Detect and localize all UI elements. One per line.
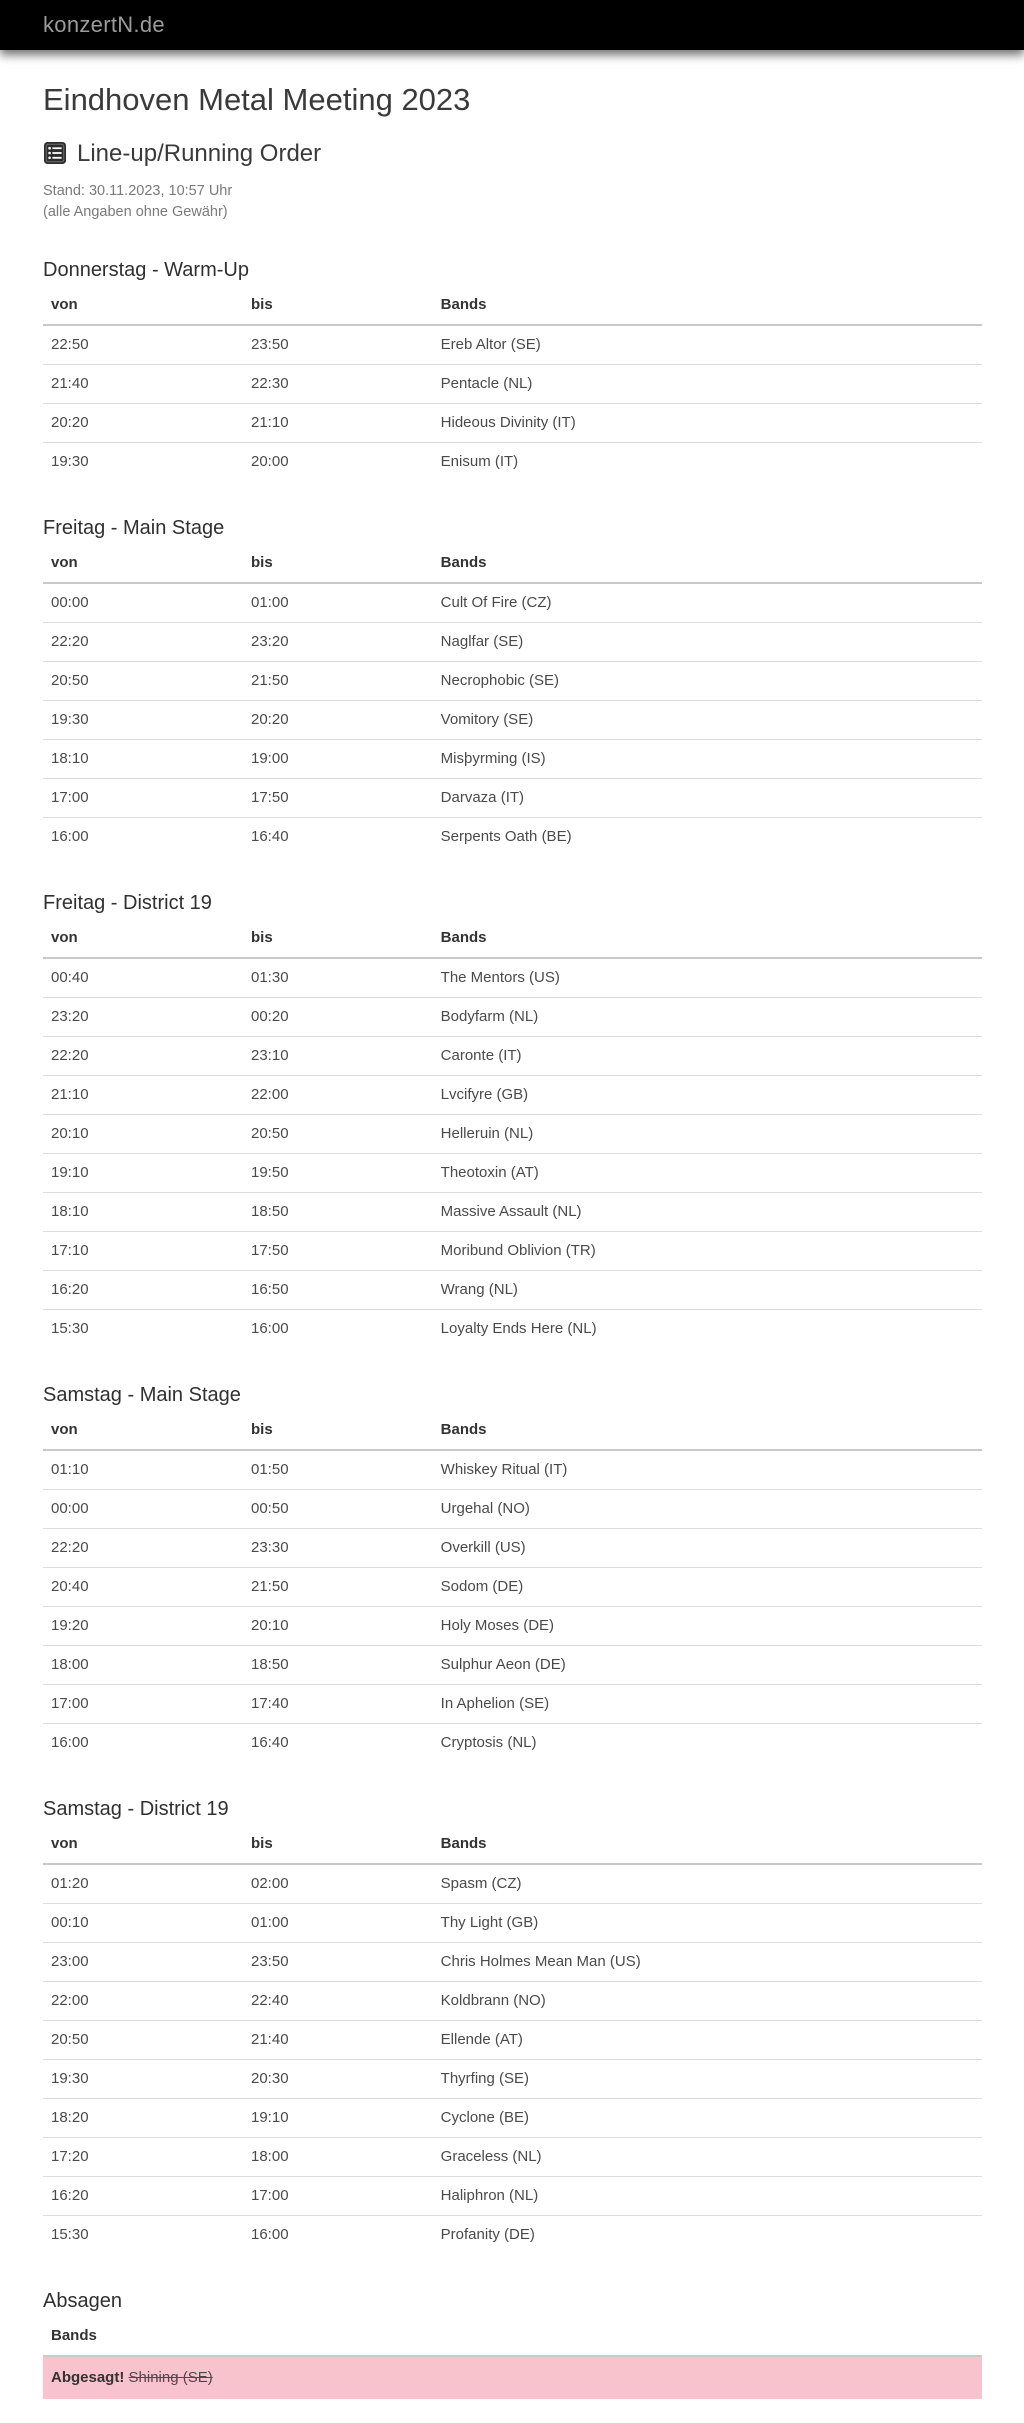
time-from-cell: 20:20 <box>43 404 243 443</box>
time-from-cell: 00:00 <box>43 1490 243 1529</box>
column-header-bands: Bands <box>433 919 982 958</box>
band-cell: Profanity (DE) <box>433 2216 982 2255</box>
band-cell: Hideous Divinity (IT) <box>433 404 982 443</box>
time-from-cell: 18:20 <box>43 2099 243 2138</box>
time-from-cell: 19:30 <box>43 2060 243 2099</box>
schedule-heading: Samstag - District 19 <box>43 1798 229 1821</box>
band-cell: Spasm (CZ) <box>440 1875 522 1893</box>
column-header-bands: Bands <box>433 544 982 583</box>
list-journal-icon <box>43 141 67 165</box>
time-to-cell: 19:10 <box>243 2099 433 2138</box>
time-to-cell: 16:00 <box>243 1310 433 1349</box>
cancellations-section <box>43 2289 982 2399</box>
time-from-cell: 23:20 <box>43 998 243 1037</box>
band-cell: Naglfar (SE) <box>433 623 982 662</box>
schedule-row <box>43 623 982 662</box>
column-header-von: von <box>43 286 243 325</box>
band-cell: Serpents Oath (BE) <box>433 818 982 857</box>
schedule-row <box>43 2021 982 2060</box>
band-cell: Cryptosis (NL) <box>433 1724 982 1763</box>
time-to-cell: 01:50 <box>251 1461 289 1479</box>
schedule-section <box>43 891 982 1348</box>
schedule-row <box>43 958 982 998</box>
schedule-row <box>43 1685 982 1724</box>
page-title: Eindhoven Metal Meeting 2023 <box>43 82 471 117</box>
column-header-von: von <box>43 544 243 583</box>
band-cell: Caronte (IT) <box>433 1037 982 1076</box>
band-cell: Sulphur Aeon (DE) <box>433 1646 982 1685</box>
time-to-cell: 23:50 <box>243 1943 433 1982</box>
time-to-cell: 22:00 <box>243 1076 433 1115</box>
schedule-table <box>43 544 982 856</box>
column-header-bands: Bands <box>433 1411 982 1450</box>
time-from-cell: 00:40 <box>51 969 89 987</box>
schedule-row <box>43 1310 982 1349</box>
time-from-cell: 17:20 <box>43 2138 243 2177</box>
schedule-row <box>43 1154 982 1193</box>
schedule-header-row <box>43 544 982 583</box>
band-cell: Pentacle (NL) <box>433 365 982 404</box>
band-cell: Chris Holmes Mean Man (US) <box>433 1943 982 1982</box>
time-to-cell: 23:50 <box>251 336 289 354</box>
schedule-row <box>43 1271 982 1310</box>
time-from-cell: 00:10 <box>43 1904 243 1943</box>
schedule-row <box>43 2216 982 2255</box>
cancellations-heading: Absagen <box>43 2290 122 2313</box>
column-header-von: von <box>43 1411 243 1450</box>
column-header-bis: bis <box>243 1825 433 1864</box>
schedule-row <box>43 1232 982 1271</box>
cancellations-header-row <box>43 2317 982 2356</box>
stand-info: Stand: 30.11.2023, 10:57 Uhr <box>43 183 233 200</box>
band-cell: Haliphron (NL) <box>433 2177 982 2216</box>
time-to-cell: 21:50 <box>243 662 433 701</box>
time-from-cell: 22:20 <box>43 1037 243 1076</box>
time-to-cell: 20:20 <box>243 701 433 740</box>
schedule-table <box>43 286 982 481</box>
site-header <box>0 0 1024 50</box>
schedule-header-row <box>43 1411 982 1450</box>
column-header-von: von <box>43 1825 243 1864</box>
schedule-heading: Freitag - District 19 <box>43 892 212 915</box>
time-from-cell: 15:30 <box>43 1310 243 1349</box>
schedule-header-row <box>43 286 982 325</box>
schedule-row <box>43 1904 982 1943</box>
band-cell: Overkill (US) <box>433 1529 982 1568</box>
time-from-cell: 20:10 <box>43 1115 243 1154</box>
schedule-header-row <box>43 919 982 958</box>
time-from-cell: 18:10 <box>43 1193 243 1232</box>
time-from-cell: 16:20 <box>43 1271 243 1310</box>
time-from-cell: 22:00 <box>43 1982 243 2021</box>
schedule-row <box>43 662 982 701</box>
band-cell: Sodom (DE) <box>433 1568 982 1607</box>
schedule-row <box>43 1490 982 1529</box>
schedule-row <box>43 818 982 857</box>
lineup-heading <box>43 140 982 168</box>
schedule-header-row <box>43 1825 982 1864</box>
schedule-row <box>43 1607 982 1646</box>
time-from-cell: 18:10 <box>43 740 243 779</box>
time-to-cell: 21:40 <box>243 2021 433 2060</box>
schedule-row <box>43 2099 982 2138</box>
column-header-bands: Bands <box>43 2317 982 2356</box>
column-header-bands: Bands <box>433 1825 982 1864</box>
time-from-cell: 15:30 <box>43 2216 243 2255</box>
time-from-cell: 18:00 <box>43 1646 243 1685</box>
brand-link[interactable]: konzertN.de <box>43 12 165 37</box>
schedule-row <box>43 583 982 623</box>
schedule-row <box>43 404 982 443</box>
time-to-cell: 21:10 <box>243 404 433 443</box>
time-from-cell: 22:20 <box>43 623 243 662</box>
time-to-cell: 17:00 <box>243 2177 433 2216</box>
schedule-row <box>43 2177 982 2216</box>
band-cell: Loyalty Ends Here (NL) <box>433 1310 982 1349</box>
time-from-cell: 16:20 <box>43 2177 243 2216</box>
band-cell: Vomitory (SE) <box>433 701 982 740</box>
time-to-cell: 18:50 <box>243 1646 433 1685</box>
schedules <box>43 258 982 2254</box>
time-from-cell: 16:00 <box>43 1724 243 1763</box>
band-cell: The Mentors (US) <box>440 969 560 987</box>
time-to-cell: 01:00 <box>251 594 289 612</box>
time-to-cell: 20:50 <box>243 1115 433 1154</box>
column-header-bis: bis <box>243 1411 433 1450</box>
schedule-row <box>43 1646 982 1685</box>
time-to-cell: 17:50 <box>243 779 433 818</box>
time-to-cell: 20:30 <box>243 2060 433 2099</box>
schedule-heading: Freitag - Main Stage <box>43 517 225 540</box>
schedule-section <box>43 1383 982 1762</box>
schedule-row <box>43 1529 982 1568</box>
cancellations-table <box>43 2317 982 2399</box>
band-cell: Necrophobic (SE) <box>433 662 982 701</box>
band-cell: Darvaza (IT) <box>433 779 982 818</box>
schedule-row <box>43 365 982 404</box>
schedule-row <box>43 779 982 818</box>
time-from-cell: 20:50 <box>43 662 243 701</box>
time-to-cell: 23:20 <box>243 623 433 662</box>
time-from-cell: 21:10 <box>43 1076 243 1115</box>
time-from-cell: 22:20 <box>43 1529 243 1568</box>
time-to-cell: 20:10 <box>243 1607 433 1646</box>
band-cell: Ellende (AT) <box>433 2021 982 2060</box>
time-to-cell: 23:30 <box>243 1529 433 1568</box>
schedule-table <box>43 919 982 1348</box>
time-from-cell: 19:20 <box>43 1607 243 1646</box>
time-from-cell: 00:00 <box>51 594 89 612</box>
schedule-row <box>43 1982 982 2021</box>
time-to-cell: 00:20 <box>243 998 433 1037</box>
schedule-row <box>43 1193 982 1232</box>
schedule-row <box>43 998 982 1037</box>
schedule-row <box>43 1115 982 1154</box>
time-to-cell: 21:50 <box>243 1568 433 1607</box>
lineup-heading-label: Line-up/Running Order <box>77 139 322 167</box>
schedule-row <box>43 1450 982 1490</box>
time-from-cell: 20:50 <box>43 2021 243 2060</box>
time-to-cell: 02:00 <box>251 1875 289 1893</box>
schedule-row <box>43 443 982 482</box>
column-header-bands: Bands <box>433 286 982 325</box>
time-to-cell: 01:30 <box>251 969 289 987</box>
band-cell: Moribund Oblivion (TR) <box>433 1232 982 1271</box>
column-header-bis: bis <box>243 544 433 583</box>
main-content <box>0 82 1024 2423</box>
band-cell: Cult Of Fire (CZ) <box>440 594 552 612</box>
schedule-section <box>43 516 982 856</box>
time-to-cell: 20:00 <box>243 443 433 482</box>
band-cell: Theotoxin (AT) <box>433 1154 982 1193</box>
schedule-row <box>43 1724 982 1763</box>
time-to-cell: 19:50 <box>243 1154 433 1193</box>
schedule-row <box>43 1943 982 1982</box>
band-cell: Bodyfarm (NL) <box>433 998 982 1037</box>
schedule-row <box>43 2060 982 2099</box>
time-to-cell: 18:50 <box>243 1193 433 1232</box>
time-to-cell: 01:00 <box>243 1904 433 1943</box>
band-cell: In Aphelion (SE) <box>433 1685 982 1724</box>
column-header-bis: bis <box>243 919 433 958</box>
time-from-cell: 16:00 <box>43 818 243 857</box>
schedule-section <box>43 258 982 481</box>
time-from-cell: 17:00 <box>43 1685 243 1724</box>
time-from-cell: 19:10 <box>43 1154 243 1193</box>
column-header-bis: bis <box>243 286 433 325</box>
time-to-cell: 16:50 <box>243 1271 433 1310</box>
band-cell: Koldbrann (NO) <box>433 1982 982 2021</box>
band-cell: Urgehal (NO) <box>433 1490 982 1529</box>
time-from-cell: 01:20 <box>51 1875 89 1893</box>
band-cell: Graceless (NL) <box>433 2138 982 2177</box>
time-from-cell: 01:10 <box>51 1461 89 1479</box>
band-cell: Wrang (NL) <box>433 1271 982 1310</box>
band-cell: Enisum (IT) <box>433 443 982 482</box>
time-from-cell: 19:30 <box>43 701 243 740</box>
schedule-row <box>43 325 982 365</box>
time-to-cell: 16:00 <box>243 2216 433 2255</box>
time-to-cell: 23:10 <box>243 1037 433 1076</box>
time-from-cell: 17:00 <box>43 779 243 818</box>
time-to-cell: 17:40 <box>243 1685 433 1724</box>
schedule-row <box>43 1037 982 1076</box>
column-header-von: von <box>43 919 243 958</box>
band-cell: Thyrfing (SE) <box>433 2060 982 2099</box>
time-to-cell: 00:50 <box>243 1490 433 1529</box>
cancelled-label: Abgesagt! <box>51 2369 125 2387</box>
time-to-cell: 22:40 <box>243 1982 433 2021</box>
schedule-row <box>43 1076 982 1115</box>
disclaimer-info: (alle Angaben ohne Gewähr) <box>43 204 228 221</box>
schedule-row <box>43 1864 982 1904</box>
cancelled-band-name: Shining (SE) <box>128 2369 213 2387</box>
schedule-row <box>43 1568 982 1607</box>
band-cell: Holy Moses (DE) <box>433 1607 982 1646</box>
schedule-heading: Samstag - Main Stage <box>43 1384 241 1407</box>
time-from-cell: 21:40 <box>43 365 243 404</box>
band-cell: Thy Light (GB) <box>433 1904 982 1943</box>
band-cell: Cyclone (BE) <box>433 2099 982 2138</box>
schedule-row <box>43 701 982 740</box>
time-to-cell: 22:30 <box>243 365 433 404</box>
time-from-cell: 17:10 <box>43 1232 243 1271</box>
time-to-cell: 19:00 <box>243 740 433 779</box>
time-to-cell: 16:40 <box>243 818 433 857</box>
band-cell: Lvcifyre (GB) <box>433 1076 982 1115</box>
schedule-row <box>43 2138 982 2177</box>
schedule-table <box>43 1825 982 2254</box>
time-to-cell: 18:00 <box>243 2138 433 2177</box>
schedule-section <box>43 1797 982 2254</box>
band-cell: Helleruin (NL) <box>433 1115 982 1154</box>
band-cell: Misþyrming (IS) <box>433 740 982 779</box>
schedule-table <box>43 1411 982 1762</box>
time-from-cell: 22:50 <box>51 336 89 354</box>
band-cell: Ereb Altor (SE) <box>440 336 541 354</box>
schedule-heading: Donnerstag - Warm-Up <box>43 259 249 282</box>
schedule-row <box>43 740 982 779</box>
time-from-cell: 19:30 <box>43 443 243 482</box>
time-to-cell: 17:50 <box>243 1232 433 1271</box>
time-from-cell: 20:40 <box>43 1568 243 1607</box>
band-cell: Massive Assault (NL) <box>433 1193 982 1232</box>
time-from-cell: 23:00 <box>43 1943 243 1982</box>
band-cell: Whiskey Ritual (IT) <box>440 1461 568 1479</box>
time-to-cell: 16:40 <box>243 1724 433 1763</box>
